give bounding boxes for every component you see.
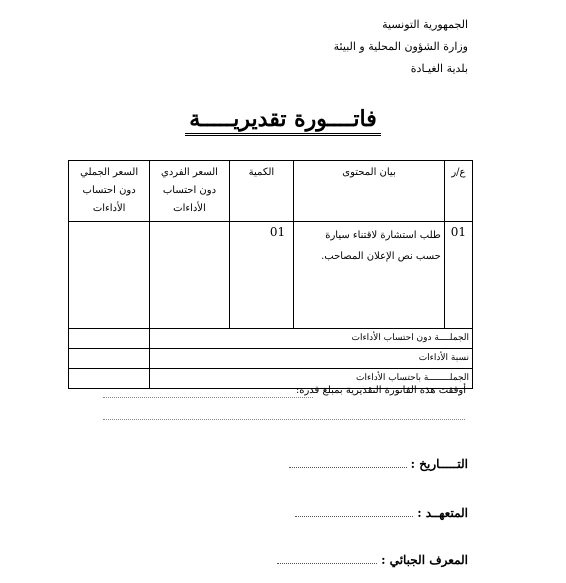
approval-statement: أوقفت هذه الفاتورة التقديرية بمبلغ قدره: — [295, 385, 466, 396]
tax-id-label: المعرف الجبائي : — [381, 553, 468, 567]
tax-id-line — [277, 553, 377, 564]
amount-dotted-line-1 — [103, 397, 313, 398]
row-number: 01 — [444, 222, 472, 329]
col-header-unit-price: السعر الفردي دون احتساب الأداءات — [150, 161, 229, 222]
col-header-quantity: الكمية — [229, 161, 293, 222]
col-header-number: ع/ر — [444, 161, 472, 222]
amount-dotted-line-2 — [103, 419, 465, 420]
letterhead-ministry: وزارة الشؤون المحلية و البيئة — [333, 40, 468, 53]
summary-value-tax-rate — [69, 349, 150, 369]
row-unit-price — [150, 222, 229, 329]
invoice-header-row — [69, 161, 473, 222]
date-field — [289, 457, 468, 471]
contractor-field — [295, 506, 468, 520]
row-description: طلب استشارة لاقتناء سيارة حسب نص الإعلان المصاحب. — [294, 222, 445, 329]
date-line — [289, 457, 407, 468]
table-row — [69, 222, 473, 329]
summary-label-subtotal: الجملــــة دون احتساب الأداءات — [150, 329, 473, 349]
letterhead — [268, 14, 468, 80]
document-title: فاتــــورة تقديريـــــة — [185, 106, 381, 136]
row-total-price — [69, 222, 150, 329]
invoice-table — [68, 160, 473, 389]
col-header-description: بيان المحتوى — [294, 161, 445, 222]
summary-label-tax-rate: نسبة الأداءات — [150, 349, 473, 369]
contractor-label: المتعهــد : — [417, 506, 468, 520]
summary-value-total — [69, 369, 150, 389]
summary-row-tax-rate — [69, 349, 473, 369]
row-quantity: 01 — [229, 222, 293, 329]
date-label: التـــــاريخ : — [410, 457, 468, 471]
document-title-wrap — [0, 104, 566, 134]
summary-row-subtotal — [69, 329, 473, 349]
summary-value-subtotal — [69, 329, 150, 349]
letterhead-country: الجمهورية التونسية — [382, 18, 468, 31]
summary-label-total: الجملــــــــة باحتساب الأداءات — [150, 369, 473, 389]
col-header-total-price: السعر الجملي دون احتساب الأداءات — [69, 161, 150, 222]
letterhead-municipality: بلدية الغيـادة — [410, 62, 468, 75]
tax-id-field — [277, 553, 468, 567]
contractor-line — [295, 506, 413, 517]
